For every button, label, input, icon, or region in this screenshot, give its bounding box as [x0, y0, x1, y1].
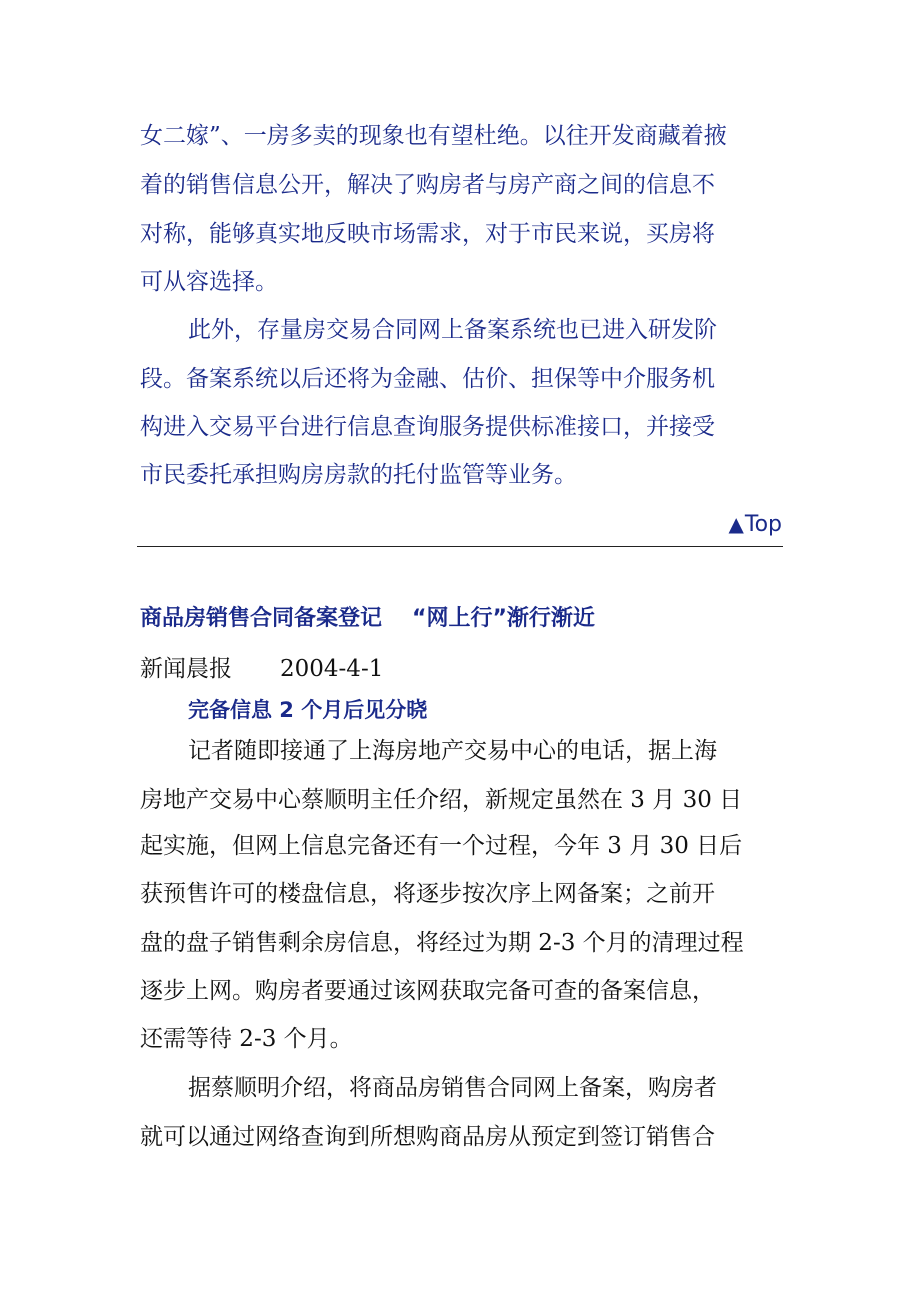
- article-title: [140, 604, 595, 634]
- paragraph3-line-5: 盘的盘子销售剩余房信息，将经过为期 2-3 个月的清理过程: [140, 930, 744, 956]
- article-title-part2: “网上行”渐行渐近: [412, 606, 595, 631]
- paragraph2-line-4: 市民委托承担购房房款的托付监管等业务。: [140, 462, 577, 488]
- paragraph1-line-3: 对称，能够真实地反映市场需求，对于市民来说，买房将: [140, 221, 715, 247]
- article-source: 新闻晨报: [140, 656, 232, 682]
- paragraph1-line-1: 女二嫁”、一房多卖的现象也有望杜绝。以往开发商藏着掖: [140, 123, 727, 149]
- section-divider: [137, 546, 783, 547]
- paragraph3-line-6: 逐步上网。购房者要通过该网获取完备可查的备案信息，: [140, 978, 715, 1004]
- top-link-label: Top: [744, 512, 782, 537]
- paragraph3-line-3: 起实施，但网上信息完备还有一个过程，今年 3 月 30 日后: [140, 833, 743, 859]
- article-date: 2004-4-1: [280, 656, 384, 682]
- paragraph3-line-4: 获预售许可的楼盘信息，将逐步按次序上网备案；之前开: [140, 881, 715, 907]
- article-subheading: 完备信息 2 个月后见分晓: [188, 698, 428, 722]
- paragraph4-line-2: 就可以通过网络查询到所想购商品房从预定到签订销售合: [140, 1124, 715, 1150]
- back-to-top-link[interactable]: [728, 509, 782, 540]
- paragraph1-line-2: 着的销售信息公开，解决了购房者与房产商之间的信息不: [140, 172, 715, 198]
- article-title-part1: 商品房销售合同备案登记: [140, 606, 383, 631]
- paragraph2-line-2: 段。备案系统以后还将为金融、估价、担保等中介服务机: [140, 366, 715, 392]
- triangle-up-icon: ▲: [728, 512, 744, 536]
- paragraph3-line-7: 还需等待 2-3 个月。: [140, 1026, 353, 1052]
- paragraph3-line-2: 房地产交易中心蔡顺明主任介绍，新规定虽然在 3 月 30 日: [140, 787, 743, 813]
- paragraph3-line-1: 记者随即接通了上海房地产交易中心的电话，据上海: [188, 738, 717, 764]
- paragraph4-line-1: 据蔡顺明介绍，将商品房销售合同网上备案，购房者: [188, 1075, 717, 1101]
- article-byline: [140, 654, 383, 684]
- paragraph2-line-3: 构进入交易平台进行信息查询服务提供标准接口，并接受: [140, 414, 715, 440]
- paragraph2-line-1: 此外，存量房交易合同网上备案系统也已进入研发阶: [188, 317, 717, 343]
- paragraph1-line-4: 可从容选择。: [140, 269, 278, 295]
